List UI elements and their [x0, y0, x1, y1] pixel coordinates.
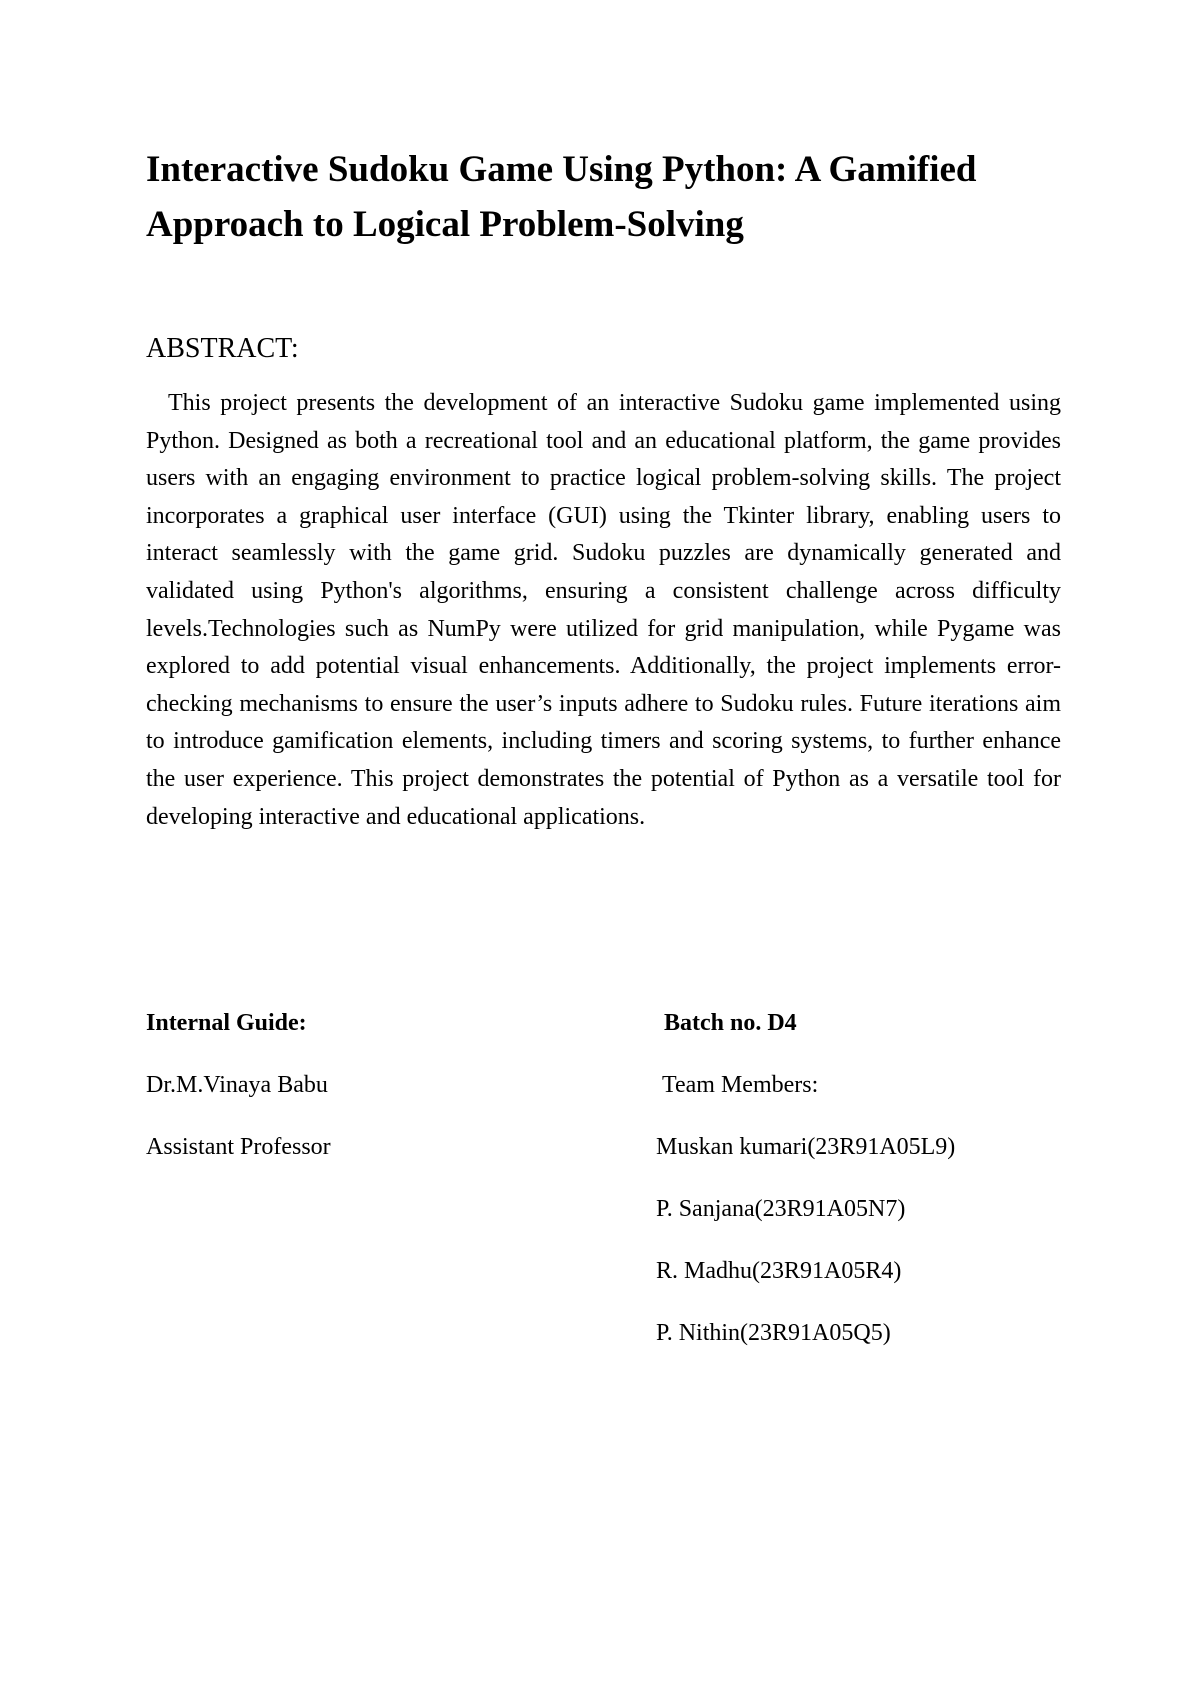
team-member-item: R. Madhu(23R91A05R4) — [656, 1258, 902, 1284]
team-member-item: Muskan kumari(23R91A05L9) — [656, 1134, 956, 1160]
abstract-paragraph: This project presents the development of an interactive Sudoku game implemented using Python. Designed as both a recreational tool and an educational platform, the game provides users with an engaging environment to practice logical problem-solving skills. The project incorporates a graphical user interface (GUI) using the Tkinter library, enabling users to interact seamlessly with the game grid. Sudoku puzzles are dynamically generated and validated using Python's algorithms, ensuring a consistent challenge across difficulty levels.Technologies such as NumPy were utilized for grid manipulation, while Pygame was explored to add potential visual enhancements. Additionally, the project implements error-checking mechanisms to ensure the user’s inputs adhere to Sudoku rules. Future iterations aim to introduce gamification elements, including timers and scoring systems, to further enhance the user experience. This project demonstrates the potential of Python as a versatile tool for developing interactive and educational applications. — [146, 390, 1061, 830]
internal-guide-label: Internal Guide: — [146, 1010, 307, 1036]
abstract-heading: ABSTRACT: — [146, 333, 299, 364]
team-member-item: P. Sanjana(23R91A05N7) — [656, 1196, 906, 1222]
batch-number-label: Batch no. D4 — [664, 1010, 797, 1036]
team-member-item: P. Nithin(23R91A05Q5) — [656, 1320, 891, 1346]
guide-designation: Assistant Professor — [146, 1134, 331, 1160]
document-title: Interactive Sudoku Game Using Python: A Gamified Approach to Logical Problem-Solving — [146, 149, 977, 245]
team-members-label: Team Members: — [662, 1072, 819, 1098]
guide-name: Dr.M.Vinaya Babu — [146, 1072, 328, 1098]
